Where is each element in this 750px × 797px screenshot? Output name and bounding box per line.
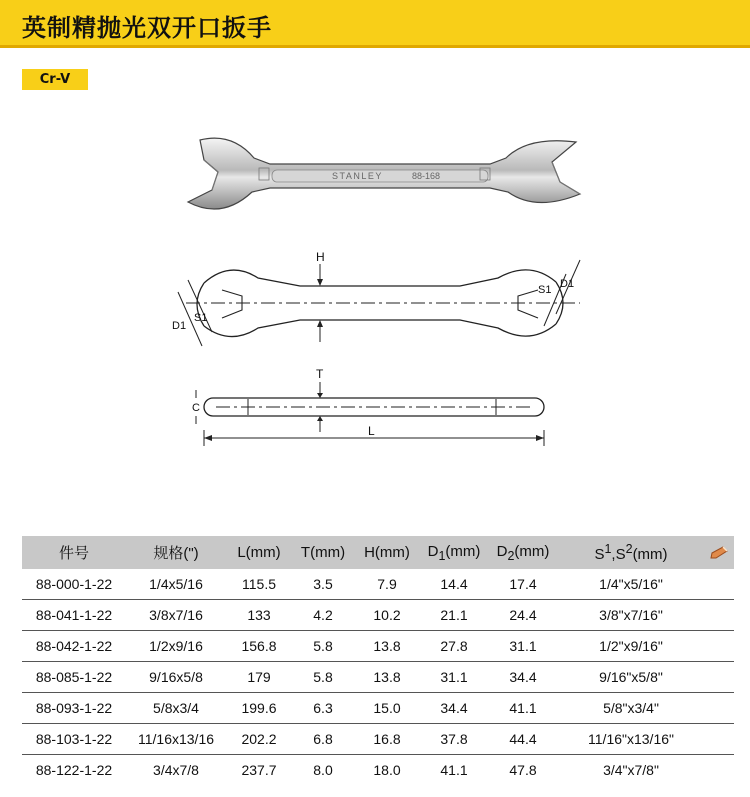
cell-l: 237.7 [241, 762, 277, 778]
header-s-unit: (mm) [632, 546, 668, 563]
header-h: H(mm) [354, 536, 420, 569]
cell-d1: 31.1 [420, 662, 488, 693]
header-icon-cell[interactable] [704, 536, 734, 569]
cell-l: 202.2 [226, 724, 292, 755]
cell-l: 156.8 [226, 631, 292, 662]
cell-d2: 47.8 [509, 762, 537, 778]
row-spacer [704, 755, 734, 786]
table-row [22, 662, 734, 693]
cell-s: 5/8"x3/4" [558, 693, 704, 724]
cell-d2: 31.1 [488, 631, 558, 662]
cell-spec: 3/8x7/16 [126, 600, 226, 631]
row-spacer [704, 631, 734, 662]
d1-right-label: D1 [560, 278, 575, 290]
s1-right-label: S1 [538, 284, 552, 296]
row-spacer [704, 662, 734, 693]
cell-spec: 11/16x13/16 [126, 724, 226, 755]
cell-d1: 34.4 [420, 693, 488, 724]
cell-spec: 5/8x3/4 [126, 693, 226, 724]
table-row [22, 724, 734, 755]
cell-t: 3.5 [292, 569, 354, 600]
cell-t: 6.8 [292, 724, 354, 755]
table-header-row [22, 536, 734, 569]
cell-d1: 27.8 [420, 631, 488, 662]
table-row [22, 600, 734, 631]
header-l: L(mm) [226, 536, 292, 569]
cell-l: 199.6 [226, 693, 292, 724]
cell-l: 115.5 [226, 569, 292, 600]
cell-d1: 37.8 [420, 724, 488, 755]
cell-s: 3/4"x7/8" [603, 762, 659, 778]
material-badge: Cr-V [22, 69, 88, 90]
page-title: 英制精抛光双开口扳手 [22, 14, 272, 42]
header-d2-main: D [496, 542, 508, 560]
brand-text: STANLEY [332, 171, 383, 181]
cell-part-no: 88-000-1-22 [22, 569, 126, 600]
d1-left-label: D1 [172, 320, 187, 332]
cell-t: 5.8 [292, 662, 354, 693]
cell-t: 4.2 [292, 600, 354, 631]
header-d1-sub: 1 [438, 548, 446, 563]
header-t: T(mm) [292, 536, 354, 569]
cell-spec: 1/4x5/16 [126, 569, 226, 600]
header-spec: 规格(") [126, 536, 226, 569]
cell-d2: 41.1 [488, 693, 558, 724]
table-row [22, 755, 734, 786]
header-s-a-sup: 1 [604, 542, 612, 556]
spec-table [22, 536, 734, 785]
header-s-b-sup: 2 [625, 542, 633, 556]
cell-t: 6.3 [292, 693, 354, 724]
table-row [22, 693, 734, 724]
cell-part-no: 88-041-1-22 [22, 600, 126, 631]
cell-l: 133 [226, 600, 292, 631]
cell-part-no: 88-093-1-22 [22, 693, 126, 724]
header-s-sep: ,S [611, 546, 626, 563]
model-text: 88-168 [412, 171, 441, 181]
cell-h: 15.0 [354, 693, 420, 724]
c-label: C [192, 402, 200, 414]
row-spacer [704, 569, 734, 600]
header-d1 [420, 536, 488, 569]
cell-s: 3/8"x7/16" [558, 600, 704, 631]
header-d1-main: D [427, 542, 439, 560]
row-spacer [704, 600, 734, 631]
cell-d2: 44.4 [488, 724, 558, 755]
header-s [558, 536, 704, 569]
header-d1-unit: (mm) [445, 542, 481, 560]
cell-h: 10.2 [354, 600, 420, 631]
cell-d1: 21.1 [420, 600, 488, 631]
cell-l: 179 [226, 662, 292, 693]
cell-d2: 17.4 [488, 569, 558, 600]
cell-d2: 24.4 [488, 600, 558, 631]
cell-part-no: 88-042-1-22 [22, 631, 126, 662]
s1-left-label: S1 [194, 312, 208, 324]
cell-part-no: 88-103-1-22 [22, 724, 126, 755]
header-d2-sub: 2 [507, 548, 515, 563]
cell-h: 16.8 [354, 724, 420, 755]
cell-t: 8.0 [313, 762, 333, 778]
table-row [22, 569, 734, 600]
cell-part-no: 88-122-1-22 [35, 762, 113, 778]
cell-d1: 41.1 [440, 762, 468, 778]
row-spacer [704, 693, 734, 724]
cell-spec: 3/4x7/8 [153, 762, 199, 778]
cell-s: 1/4"x5/16" [558, 569, 704, 600]
cell-s: 11/16"x13/16" [558, 724, 704, 755]
h-label: H [316, 250, 325, 264]
header-part-no: 件号 [22, 536, 126, 569]
cell-s: 9/16"x5/8" [558, 662, 704, 693]
header-d2 [488, 536, 558, 569]
row-spacer [704, 724, 734, 755]
cell-h: 18.0 [373, 762, 401, 778]
cell-h: 13.8 [354, 631, 420, 662]
cell-d2: 34.4 [488, 662, 558, 693]
pencil-icon[interactable] [709, 545, 729, 561]
cell-s: 1/2"x9/16" [558, 631, 704, 662]
top-view-drawing [178, 260, 580, 346]
wrench-figure [160, 120, 600, 460]
cell-h: 13.8 [354, 662, 420, 693]
cell-d1: 14.4 [420, 569, 488, 600]
wrench-photo [188, 138, 580, 209]
cell-t: 5.8 [292, 631, 354, 662]
table-row [22, 631, 734, 662]
cell-h: 7.9 [354, 569, 420, 600]
title-banner [0, 0, 750, 48]
t-label: T [316, 367, 324, 381]
cell-part-no: 88-085-1-22 [22, 662, 126, 693]
l-label: L [368, 424, 375, 438]
header-d2-unit: (mm) [514, 542, 550, 560]
header-s-a: S [594, 546, 605, 563]
cell-spec: 1/2x9/16 [126, 631, 226, 662]
cell-spec: 9/16x5/8 [126, 662, 226, 693]
